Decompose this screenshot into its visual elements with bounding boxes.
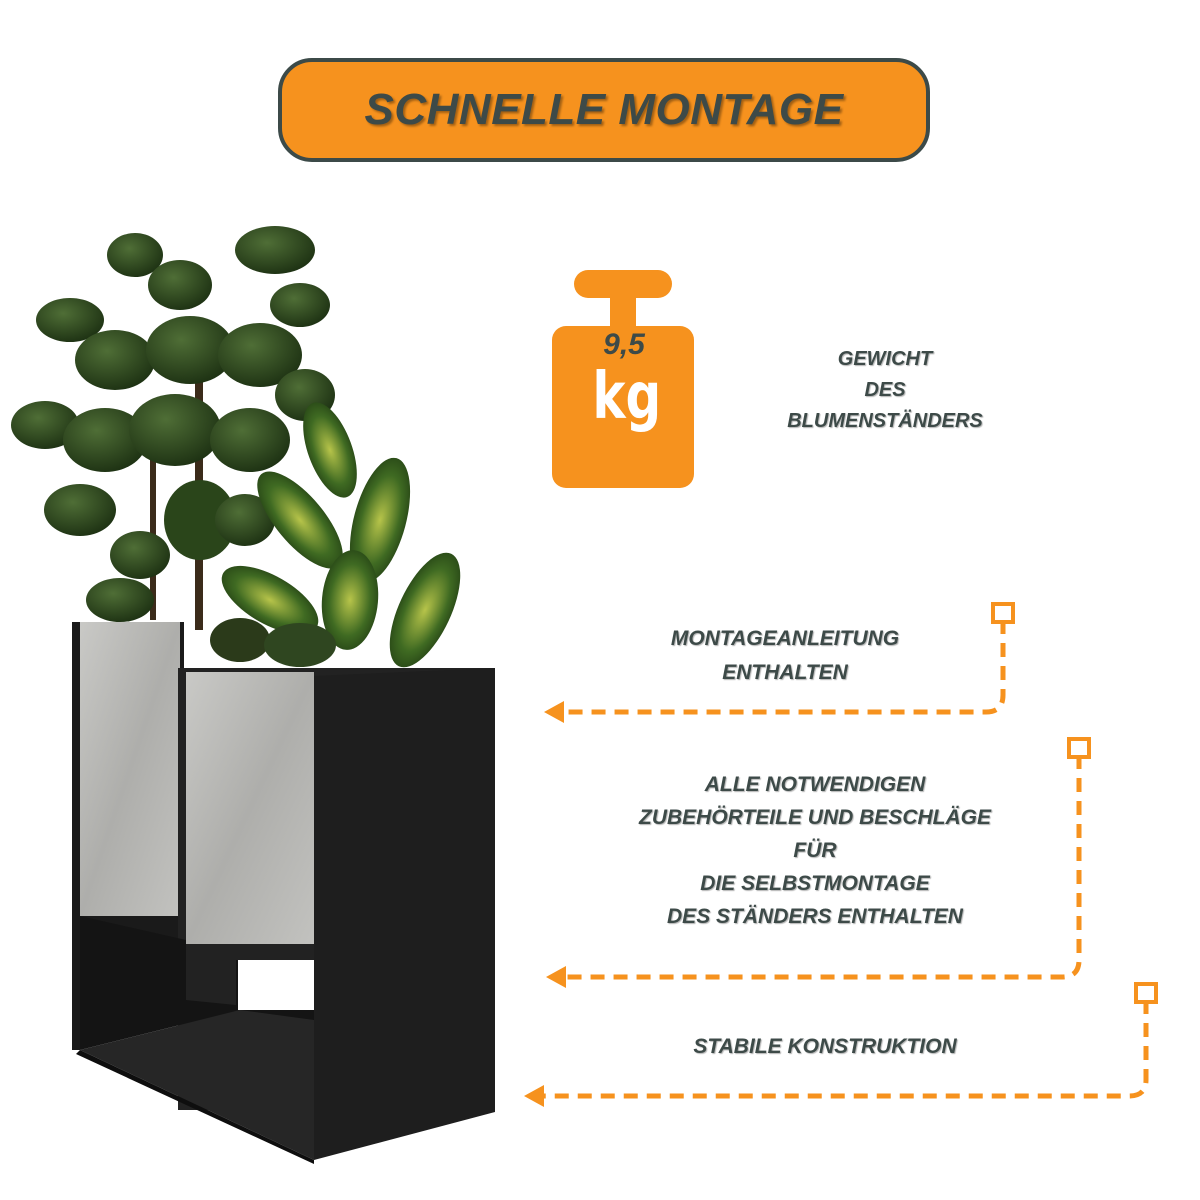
connector-square-2 <box>1069 739 1089 757</box>
feature-line: DES STÄNDERS ENTHALTEN <box>667 905 963 928</box>
weight-label-line: BLUMENSTÄNDERS <box>787 410 983 432</box>
arrowhead-2 <box>546 966 566 988</box>
feature-line: STABILE KONSTRUKTION <box>693 1035 957 1058</box>
connector-square-3 <box>1136 984 1156 1002</box>
weight-unit: kg <box>592 360 662 434</box>
feature-line: DIE SELBSTMONTAGE <box>700 872 930 895</box>
feature-line: ZUBEHÖRTEILE UND BESCHLÄGE <box>639 806 991 829</box>
weight-label-line: GEWICHT <box>837 348 933 370</box>
feature-line: ENTHALTEN <box>722 661 848 684</box>
page-title: SCHNELLE MONTAGE <box>364 85 844 134</box>
arrowhead-1 <box>544 701 564 723</box>
connector-arrow-2 <box>566 755 1079 977</box>
connector-square-1 <box>993 604 1013 622</box>
arrowhead-3 <box>524 1085 544 1107</box>
feature-line: FÜR <box>793 839 837 862</box>
connector-arrow-3 <box>544 1000 1146 1096</box>
feature-line: MONTAGEANLEITUNG <box>670 627 900 650</box>
connector-arrow-1 <box>562 620 1003 712</box>
feature-line: ALLE NOTWENDIGEN <box>704 773 926 796</box>
weight-value: 9,5 <box>603 328 645 361</box>
weight-label-line: DES <box>864 379 906 401</box>
